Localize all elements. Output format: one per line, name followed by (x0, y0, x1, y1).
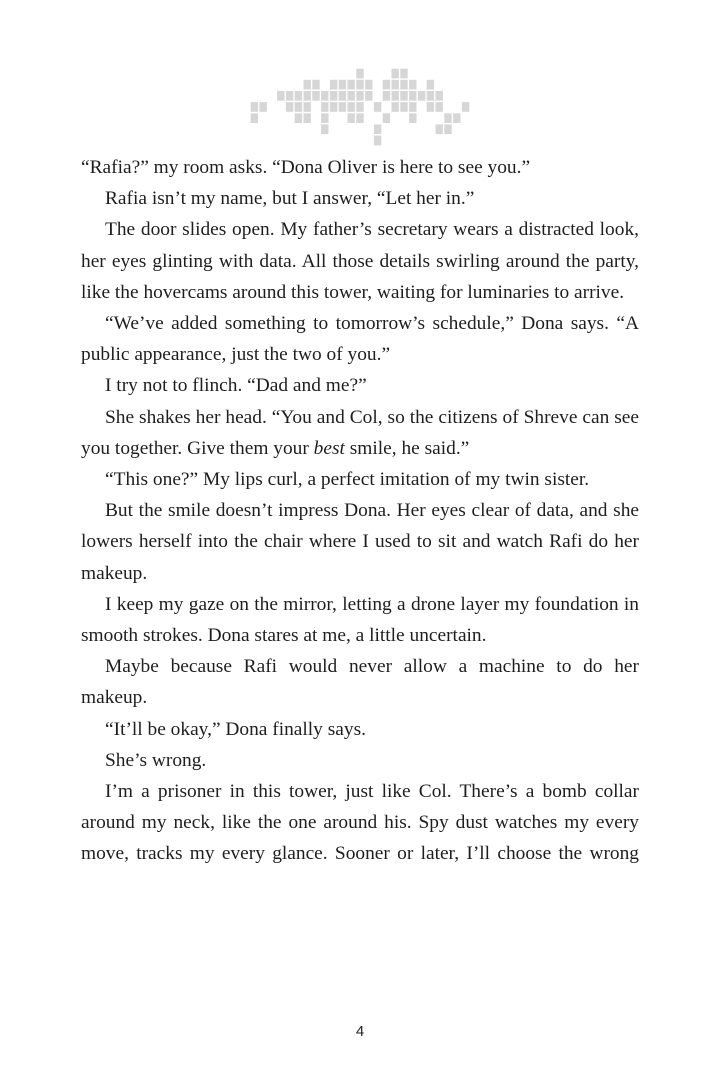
paragraph: “This one?” My lips curl, a perfect imitation of my twin sister. (105, 469, 590, 491)
page-number: 4 (355, 1023, 365, 1040)
body-text (81, 152, 639, 870)
pixel-ornament-icon (250, 68, 470, 146)
paragraph (81, 402, 639, 464)
paragraph: “It’ll be okay,” Dona finally says. (105, 718, 366, 740)
emphasis-text: best (313, 437, 345, 459)
paragraph: But the smile doesn’t impress Dona. Her eyes clear of data, and she lowers herself into the chair where I used to sit and watch Rafi do her makeup. (81, 500, 639, 584)
paragraph-text: smile, he said.” (344, 437, 470, 459)
paragraph: Rafia isn’t my name, but I answer, “Let her in.” (105, 188, 475, 210)
paragraph: Maybe because Rafi would never allow a machine to do her makeup. (81, 656, 639, 709)
paragraph: I keep my gaze on the mirror, letting a drone layer my foundation in smooth strokes. Dona stares at me, a little uncertain. (81, 593, 639, 647)
paragraph: “We’ve added something to tomorrow’s schedule,” Dona says. “A public appearance, just the two of you.” (81, 313, 639, 366)
paragraph-text: She shakes her head. “You and Col, so the citizens of Shreve can see you together. Give them your (81, 406, 639, 459)
paragraph: She’s wrong. (105, 749, 207, 771)
paragraph: I try not to flinch. “Dad and me?” (105, 375, 367, 397)
paragraph: “Rafia?” my room asks. “Dona Oliver is here to see you.” (81, 157, 531, 178)
paragraph: The door slides open. My father’s secretary wears a distracted look, her eyes glinting with data. All those details swirling around the party, like the hovercams around this tower, waiting for luminaries to arrive. (81, 219, 639, 303)
paragraph: I’m a prisoner in this tower, just like Col. There’s a bomb collar around my neck, like the one around his. Spy dust watches my every move, tracks my every glance. Sooner or later, I’ll choose the wrong (81, 781, 639, 865)
